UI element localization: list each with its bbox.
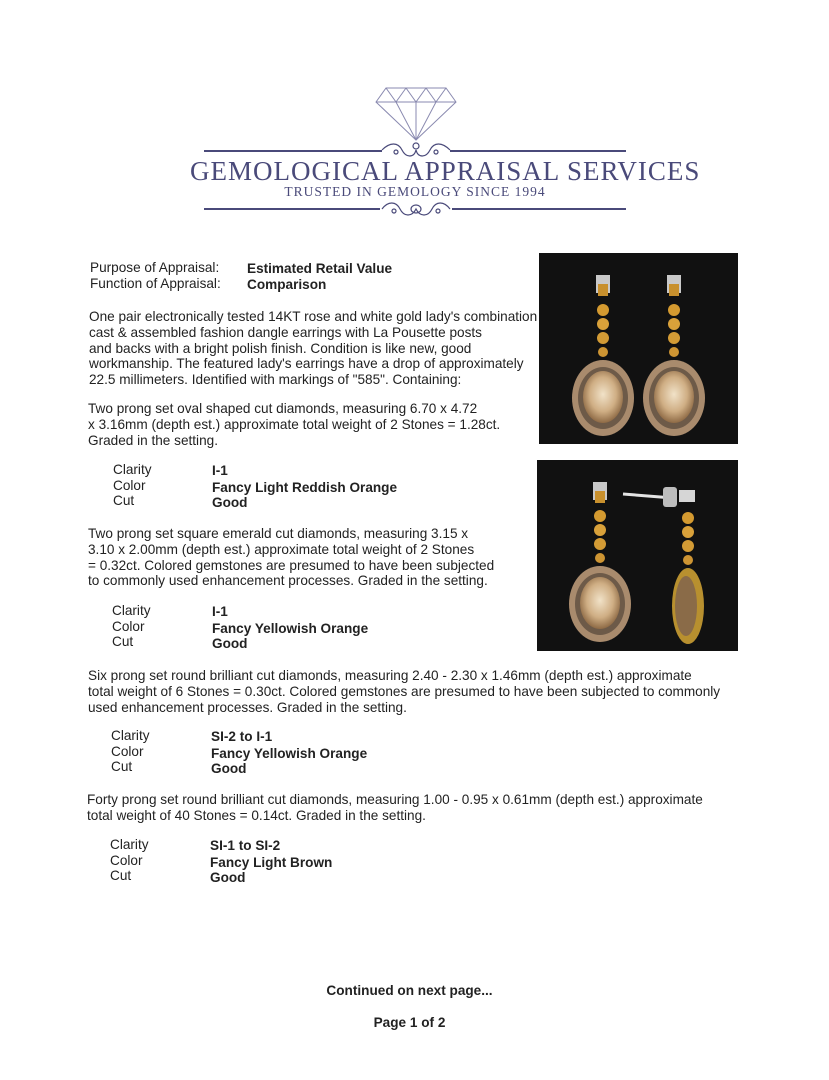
- cut-value: Good: [212, 495, 248, 510]
- stone-description: [88, 668, 720, 715]
- stone-line: Two prong set square emerald cut diamonds, measuring 3.15 x: [88, 526, 469, 541]
- page-number: Page 1 of 2: [373, 1015, 446, 1030]
- color-value: Fancy Yellowish Orange: [212, 621, 369, 636]
- cut-value: Good: [212, 636, 248, 651]
- description-line: cast & assembled fashion dangle earrings with La Pousette posts: [89, 324, 482, 340]
- clarity-value: SI-1 to SI-2: [210, 838, 281, 853]
- brand-tagline: TRUSTED IN GEMOLOGY SINCE 1994: [284, 184, 546, 199]
- clarity-value: SI-2 to I-1: [211, 729, 273, 744]
- cut-label: Cut: [110, 868, 132, 883]
- description-line: and backs with a bright polish finish. Condition is like new, good: [89, 340, 472, 356]
- clarity-label: Clarity: [113, 462, 152, 477]
- continued-note: Continued on next page...: [326, 983, 493, 998]
- item-description: [89, 309, 537, 388]
- description-line: One pair electronically tested 14KT rose and white gold lady's combination: [89, 309, 538, 324]
- diamond-logo-icon: [374, 86, 458, 142]
- color-value: Fancy Yellowish Orange: [211, 746, 368, 761]
- function-label: Function of Appraisal:: [90, 276, 221, 291]
- color-label: Color: [111, 744, 144, 759]
- description-line: 22.5 millimeters. Identified with markings of "585". Containing:: [89, 372, 462, 388]
- stone-description: [88, 526, 494, 589]
- clarity-value: I-1: [212, 604, 228, 619]
- stone-line: total weight of 6 Stones = 0.30ct. Colored gemstones are presumed to have been subjected to commonly: [88, 683, 721, 699]
- color-label: Color: [110, 853, 143, 868]
- stone-line: = 0.32ct. Colored gemstones are presumed to have been subjected: [88, 557, 495, 573]
- stone-line: Forty prong set round brilliant cut diamonds, measuring 1.00 - 0.95 x 0.61mm (depth est.) approximate: [87, 792, 703, 807]
- stone-line: Graded in the setting.: [88, 432, 218, 448]
- header-rule: [452, 208, 626, 210]
- stone-line: used enhancement processes. Graded in the setting.: [88, 699, 407, 715]
- clarity-label: Clarity: [111, 728, 150, 743]
- cut-label: Cut: [112, 634, 134, 649]
- header-rule: [204, 150, 382, 152]
- stone-line: Six prong set round brilliant cut diamonds, measuring 2.40 - 2.30 x 1.46mm (depth est.) approximate: [88, 668, 692, 683]
- earrings-side-photo: [537, 460, 738, 651]
- function-value: Comparison: [247, 277, 327, 292]
- flourish-ornament-icon: [380, 198, 452, 220]
- stone-line: 3.10 x 2.00mm (depth est.) approximate total weight of 2 Stones: [88, 541, 475, 557]
- color-label: Color: [113, 478, 146, 493]
- clarity-value: I-1: [212, 463, 228, 478]
- color-label: Color: [112, 619, 145, 634]
- description-line: workmanship. The featured lady's earrings have a drop of approximately: [89, 356, 524, 372]
- color-value: Fancy Light Reddish Orange: [212, 480, 398, 495]
- header-rule: [450, 150, 626, 152]
- color-value: Fancy Light Brown: [210, 855, 333, 870]
- stone-line: Two prong set oval shaped cut diamonds, measuring 6.70 x 4.72: [88, 401, 478, 416]
- stone-line: to commonly used enhancement processes. Graded in the setting.: [88, 573, 488, 589]
- purpose-value: Estimated Retail Value: [247, 261, 393, 276]
- clarity-label: Clarity: [112, 603, 151, 618]
- cut-value: Good: [210, 870, 246, 885]
- header-rule: [204, 208, 380, 210]
- cut-label: Cut: [113, 493, 135, 508]
- earrings-front-photo: [539, 253, 738, 444]
- clarity-label: Clarity: [110, 837, 149, 852]
- stone-description: [87, 792, 703, 824]
- stone-line: x 3.16mm (depth est.) approximate total weight of 2 Stones = 1.28ct.: [88, 416, 501, 432]
- cut-value: Good: [211, 761, 247, 776]
- brand-name: GEMOLOGICAL APPRAISAL SERVICES: [190, 156, 701, 186]
- purpose-label: Purpose of Appraisal:: [90, 260, 220, 275]
- cut-label: Cut: [111, 759, 133, 774]
- stone-line: total weight of 40 Stones = 0.14ct. Graded in the setting.: [87, 807, 426, 823]
- stone-description: [88, 401, 500, 448]
